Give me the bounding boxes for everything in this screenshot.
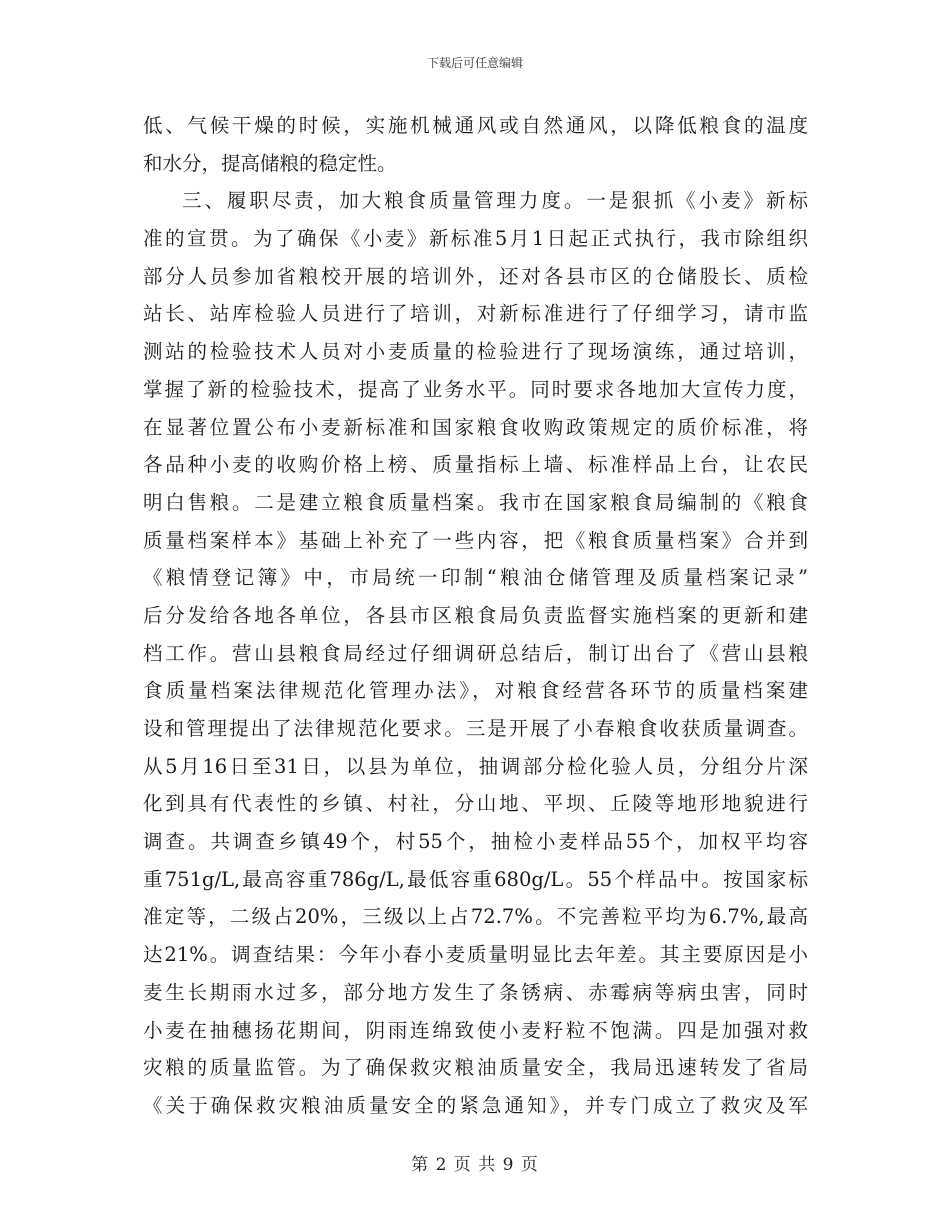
text-line: 《粮情登记簿》中，市局统一印制“粮油仓储管理及质量档案记录”: [143, 566, 808, 590]
text-line: 在显著位置公布小麦新标准和国家粮食收购政策规定的质价标准，将: [143, 415, 808, 439]
text-line: 从5月16日至31日，以县为单位，抽调部分检化验人员，分组分片深: [143, 754, 808, 778]
text-line: 《关于确保救灾粮油质量安全的紧急通知》，并专门成立了救灾及军: [143, 1093, 808, 1117]
page-number-footer: 第 2 页 共 9 页: [411, 1155, 539, 1175]
text-line: 重751g/L,最高容重786g/L,最低容重680g/L。55个样品中。按国家标: [143, 867, 808, 891]
text-line: 部分人员参加省粮校开展的培训外，还对各县市区的仓储股长、质检: [143, 264, 808, 288]
text-line: 各品种小麦的收购价格上榜、质量指标上墙、标准样品上台，让农民: [143, 453, 808, 477]
text-line: 后分发给各地各单位，各县市区粮食局负责监督实施档案的更新和建: [143, 603, 808, 627]
text-line: 准的宣贯。为了确保《小麦》新标准5月1日起正式执行，我市除组织: [143, 227, 808, 251]
text-line: 准定等，二级占20%，三级以上占72.7%。不完善粒平均为6.7%,最高: [143, 905, 808, 929]
text-line: 调查。共调查乡镇49个，村55个，抽检小麦样品55个，加权平均容: [143, 830, 808, 854]
text-line: 食质量档案法律规范化管理办法》，对粮食经营各环节的质量档案建: [143, 679, 808, 703]
text-line: 质量档案样本》基础上补充了一些内容，把《粮食质量档案》合并到: [143, 528, 808, 552]
text-line: 站长、站库检验人员进行了培训，对新标准进行了仔细学习，请市监: [143, 302, 808, 326]
text-line: 达21%。调查结果：今年小春小麦质量明显比去年差。其主要原因是小: [143, 943, 808, 967]
text-line: 和水分，提高储粮的稳定性。: [143, 151, 397, 175]
text-line: 测站的检验技术人员对小麦质量的检验进行了现场演练，通过培训，: [143, 340, 808, 364]
text-line: 设和管理提出了法律规范化要求。三是开展了小春粮食收获质量调查。: [143, 717, 808, 740]
text-line: 掌握了新的检验技术，提高了业务水平。同时要求各地加大宣传力度，: [143, 377, 808, 401]
text-line: 麦生长期雨水过多，部分地方发生了条锈病、赤霉病等病虫害，同时: [143, 980, 808, 1004]
page-header-note: 下载后可任意编辑: [426, 56, 523, 70]
text-line: 低、气候干燥的时候，实施机械通风或自然通风，以降低粮食的温度: [143, 114, 808, 137]
text-line: 化到具有代表性的乡镇、村社，分山地、平坝、丘陵等地形地貌进行: [143, 792, 808, 816]
text-line: 小麦在抽穗扬花期间，阴雨连绵致使小麦籽粒不饱满。四是加强对救: [143, 1018, 808, 1042]
document-body: [143, 107, 808, 1125]
text-line: 明白售粮。二是建立粮食质量档案。我市在国家粮食局编制的《粮食: [143, 490, 808, 514]
text-line: 灾粮的质量监管。为了确保救灾粮油质量安全，我局迅速转发了省局: [143, 1056, 808, 1080]
text-line: 档工作。营山县粮食局经过仔细调研总结后，制订出台了《营山县粮: [143, 641, 808, 665]
text-line: 三、履职尽责，加大粮食质量管理力度。一是狠抓《小麦》新标: [182, 189, 808, 213]
